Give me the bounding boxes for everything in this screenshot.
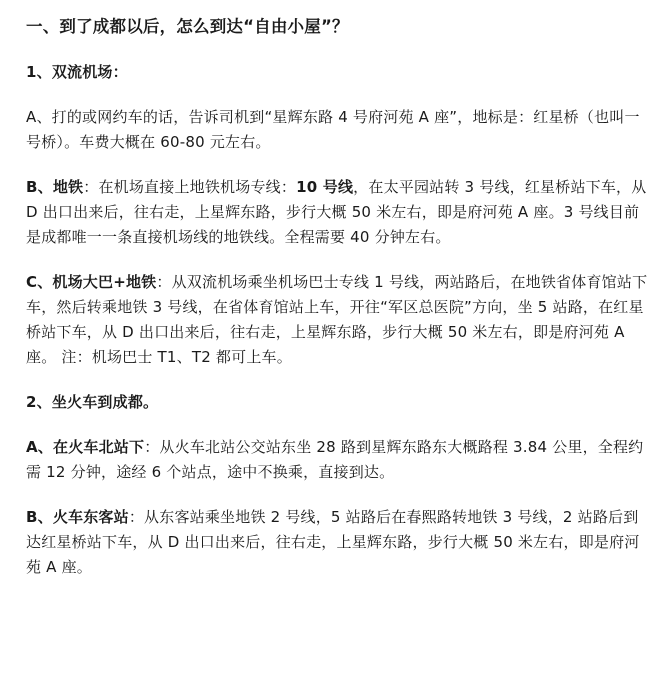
section2-heading: 2、坐火车到成都。 — [26, 393, 159, 411]
section1-option-b-line: 10 号线 — [296, 178, 354, 196]
section1-option-a — [26, 105, 650, 155]
section2-option-a-rest: ：从火车北站公交站东坐 28 路到星辉东路东大概路程 3.84 公里，全程约需 12 分钟，途经 6 个站点，途中不换乘，直接到达。 — [26, 438, 644, 481]
section1-option-c-rest: ：从双流机场乘坐机场巴士专线 1 号线，两站路后，在地铁省体育馆站下车，然后转乘地铁 3 号线，在省体育馆站上车，开往“军区总医院”方向，坐 5 站路，在红星桥站下车，从 D 出口出来后，往右走，上星辉东路，步行大概 50 米左右，即是府河苑 A 座。 注：机场巴士 T1、T2 都可上车。 — [26, 273, 648, 366]
section1-option-b — [26, 175, 650, 250]
section2-option-b-rest: ：从东客站乘坐地铁 2 号线，5 站路后在春熙路转地铁 3 号线，2 站路后到达红星桥站下车，从 D 出口出来后，往右走，上星辉东路，步行大概 50 米左右，即是府河苑 A 座。 — [26, 508, 640, 576]
section1-option-b-prefix: B、 — [26, 178, 53, 196]
section1-option-b-mid: ：在机场直接上地铁机场专线： — [83, 178, 297, 196]
section2-option-b — [26, 505, 650, 580]
page-title: 一、到了成都以后，怎么到达“自由小屋”？ — [26, 17, 349, 36]
section1-option-c-label: C、机场大巴+地铁 — [26, 273, 157, 291]
section1-option-b-label: 地铁 — [52, 178, 84, 196]
section1-option-a-text: A、打的或网约车的话，告诉司机到“星辉东路 4 号府河苑 A 座”，地标是：红星桥（也叫一号桥）。车费大概在 60-80 元左右。 — [26, 108, 640, 151]
section2-option-b-label: B、火车东客站 — [26, 508, 129, 526]
section2-option-a-label: A、在火车北站下 — [26, 438, 145, 456]
section1-heading: 1、双流机场： — [26, 63, 128, 81]
section2-option-a — [26, 435, 650, 485]
section1-option-c — [26, 270, 650, 370]
section1-option-b-rest: ，在太平园站转 3 号线，红星桥站下车，从 D 出口出来后，往右走，上星辉东路，步行大概 50 米左右，即是府河苑 A 座。3 号线目前是成都唯一一条直接机场线的地铁线。全程需要 40 分钟左右。 — [26, 178, 647, 246]
